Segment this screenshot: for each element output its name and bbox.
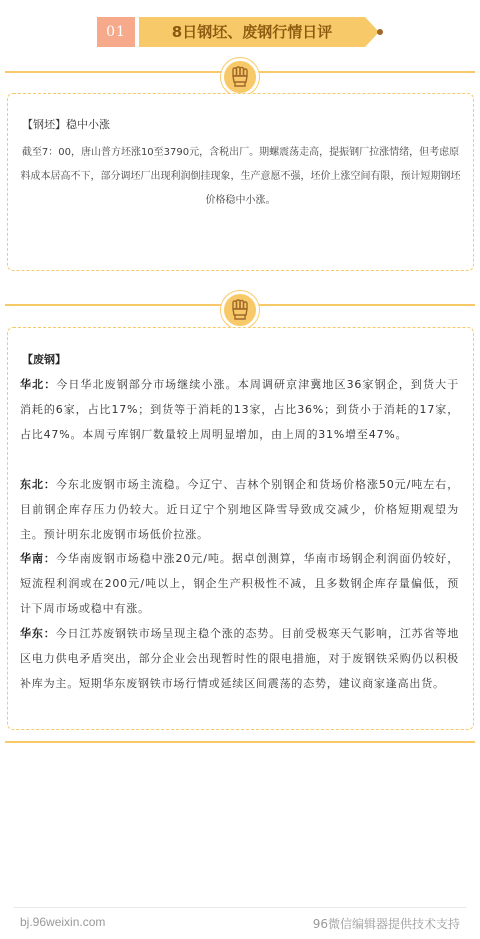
region-paragraph — [20, 546, 459, 621]
footer-divider — [14, 907, 466, 908]
title-banner — [97, 17, 397, 47]
section-divider — [5, 58, 475, 98]
page-title: 8日钢坯、废钢行情日评 — [139, 17, 365, 47]
region-text: 今日江苏废钢铁市场呈现主稳个涨的态势。目前受极寒天气影响，江苏省等地区电力供电矛盾突出，部分企业会出现暂时性的限电措施，对于废钢铁采购仍以积极补库为主。短期华东废钢铁市场行情或延续区间震荡的态势，建议商家逢高出货。 — [20, 627, 459, 690]
billet-heading: 【钢坯】稳中小涨 — [22, 118, 110, 131]
scrap-card — [7, 327, 474, 730]
region-text: 今东北废钢市场主流稳。今辽宁、吉林个别钢企和货场价格涨50元/吨左右，目前钢企库存压力仍较大。近日辽宁个别地区降雪导致成交减少，价格短期观望为主。预计明东北废钢市场低价拉涨。 — [20, 478, 459, 541]
region-paragraph — [20, 472, 459, 547]
footer-credit: 96微信编辑器提供技术支持 — [312, 917, 460, 931]
fist-icon — [221, 58, 259, 96]
bottom-divider — [5, 741, 475, 743]
region-name: 东北： — [20, 478, 56, 491]
region-text: 今日华北废钢部分市场继续小涨。本周调研京津冀地区36家钢企，到货大于消耗的6家，占比17%；到货等于消耗的13家，占比36%；到货小于消耗的17家，占比47%。本周亏库钢厂数量较上周明显增加，由上周的31%增至47%。 — [20, 378, 459, 441]
billet-card — [7, 93, 474, 271]
section-divider — [5, 291, 475, 331]
region-name: 华东： — [20, 627, 56, 640]
banner-dot — [377, 29, 383, 35]
region-paragraph — [20, 621, 459, 696]
fist-icon — [221, 291, 259, 329]
region-text: 今华南废钢市场稳中涨20元/吨。据卓创测算，华南市场钢企利润面仍较好，短流程利润或在200元/吨以上，钢企生产积极性不减，且多数钢企库存量偏低，预计下周市场或稳中有涨。 — [20, 552, 459, 615]
region-paragraph — [20, 372, 459, 447]
region-name: 华北： — [20, 378, 57, 391]
region-name: 华南： — [20, 552, 56, 565]
scrap-heading: 【废钢】 — [22, 353, 66, 366]
section-number: 01 — [97, 17, 135, 47]
footer-link[interactable]: bj.96weixin.com — [20, 915, 106, 929]
billet-body: 截至7：00，唐山普方坯涨10至3790元，含税出厂。期螺震荡走高，提振钢厂拉涨情绪，但考虑原料成本居高不下，部分调坯厂出现利润倒挂现象，生产意愿不强，坯价上涨空间有限，预计短期钢坯价格稳中小涨。 — [20, 147, 461, 206]
